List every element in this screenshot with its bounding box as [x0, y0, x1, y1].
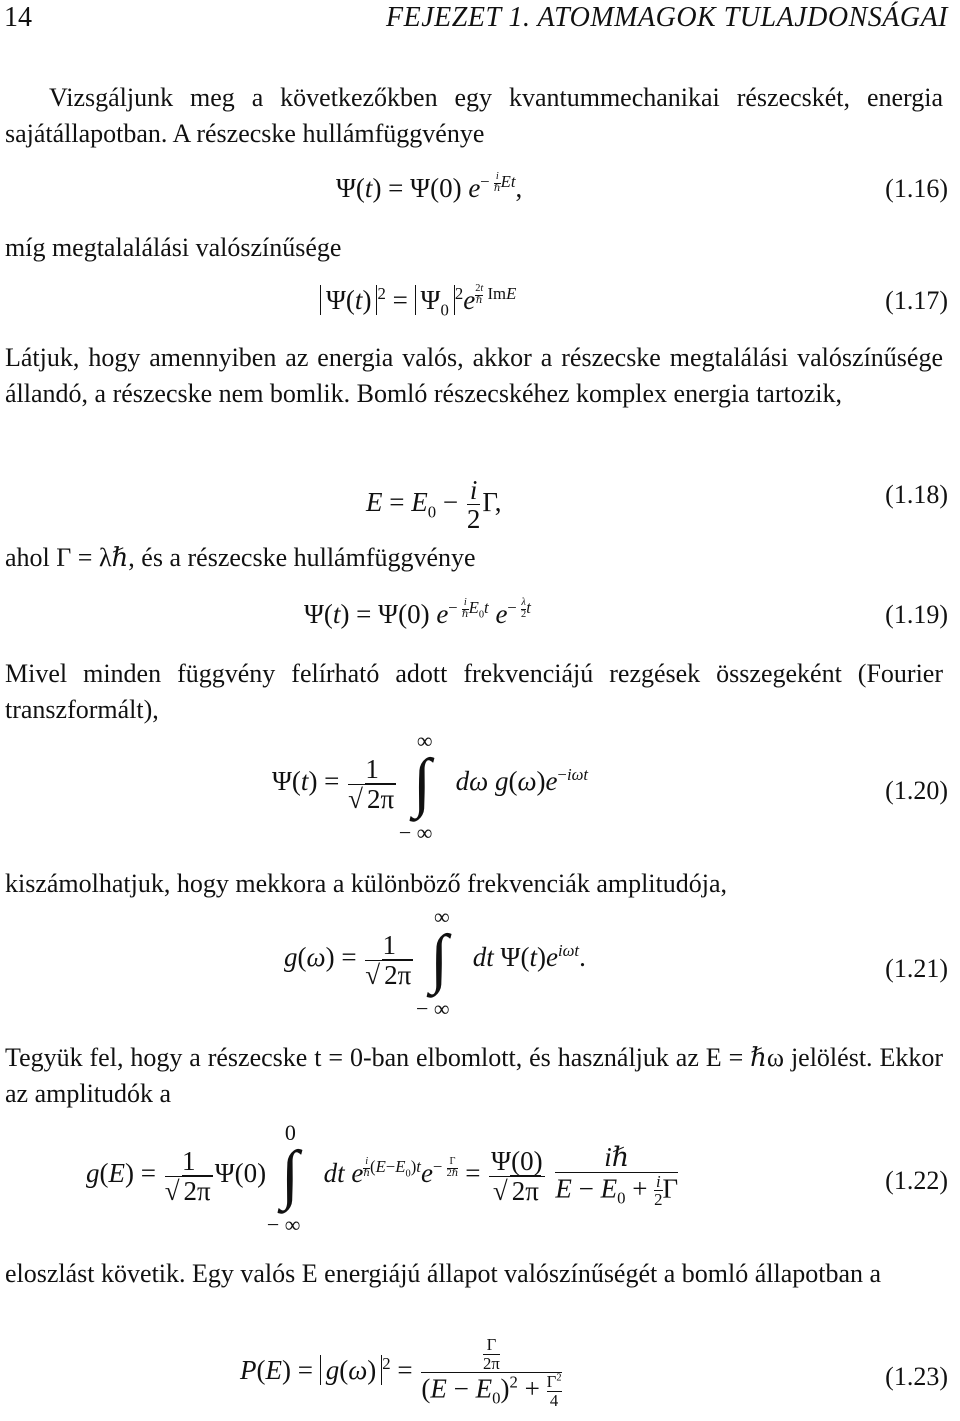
equation-number-1-17: (1.17)	[885, 286, 948, 315]
page-header	[4, 2, 948, 38]
paragraph-gamma: ahol Γ = λℏ, és a részecske hullámfüggvénye	[5, 543, 476, 572]
equation-1-17: Ψ(t) $^2 = \Psi_0^2e$ $^{2t \hbar ImE}$	[320, 284, 516, 320]
equation-1-21: g(ω) = $\frac{1}{√ 2\pi}$ ∞ ∫ − ∞ dt $\Psi(t)e^{i\omega t}$.	[284, 904, 586, 1021]
equation-number-1-18: (1.18)	[885, 480, 948, 509]
equation-number-1-22: (1.22)	[885, 1166, 948, 1195]
equation-1-23: P(E) = g(ω) $^2$ = $\frac{\Gamma}{2\pi}$ $(E - E_0)^2$ + $\frac{\Gamma^2}{4}$	[240, 1335, 562, 1410]
chapter-title: FEJEZET 1. ATOMMAGOK TULAJDONSÁGAI	[386, 2, 948, 33]
equation-1-19: Ψ(t) = Ψ(0) $e^{- i \hbar E_0t}$ $e^{- \frac{\lambda}{2} t}$	[304, 597, 531, 630]
page-number: 14	[4, 2, 32, 33]
equation-number-1-19: (1.19)	[885, 600, 948, 629]
paragraph-complex-energy: Látjuk, hogy amennyiben az energia valós, akkor a részecske megtalálási valószínűsége állandó, a részecske nem bomlik. Bomló részecskéhez komplex energia tartozik,	[5, 343, 943, 408]
paragraph-distribution: eloszlást követik. Egy valós E energiájú állapot valószínűségét a bomló állapotban a	[5, 1259, 882, 1288]
paragraph-intro: Vizsgáljunk meg a következőkben egy kvantummechanikai részecskét, energia sajátállapotban. A részecske hullámfüggvénye	[5, 83, 943, 148]
equation-1-18: $E = E_0$ − $\frac{i}{2}$ Γ,	[366, 475, 502, 535]
paragraph-amplitude: kiszámolhatjuk, hogy mekkora a különböző frekvenciák amplitudója,	[5, 869, 728, 898]
paragraph-probability: míg megtalalálási valószínűsége	[5, 233, 342, 262]
paragraph-decay: Tegyük fel, hogy a részecske t = 0-ban elbomlott, és használjuk az E = ℏω jelölést. Ekkor az amplitudók a	[5, 1043, 943, 1108]
equation-number-1-20: (1.20)	[885, 776, 948, 805]
equation-1-20: Ψ(t) = $\frac{1}{√ 2\pi}$ ∞ ∫ − ∞ dω $g(\omega)e^{-i\omega t}$	[272, 728, 589, 845]
paragraph-fourier: Mivel minden függvény felírható adott frekvenciájú rezgések összegeként (Fourier transzformált),	[5, 659, 943, 724]
equation-1-22: g(E) = $\frac{1}{√ 2\pi}$ Ψ(0) 0 ∫ − ∞ dt e $^{i \hbar (E-E_0)t}e^{- \Gamma 2\hbar}$ = $\frac{\Psi(0)}{√ 2\pi}$ iℏ $E - E_0$ + $\frac{i}{2}$ Γ	[86, 1120, 679, 1237]
equation-number-1-23: (1.23)	[885, 1362, 948, 1391]
equation-number-1-16: (1.16)	[885, 174, 948, 203]
equation-1-16: Ψ(t) = Ψ(0) $e^{- i \hbar Et}$,	[336, 171, 523, 204]
equation-number-1-21: (1.21)	[885, 954, 948, 983]
